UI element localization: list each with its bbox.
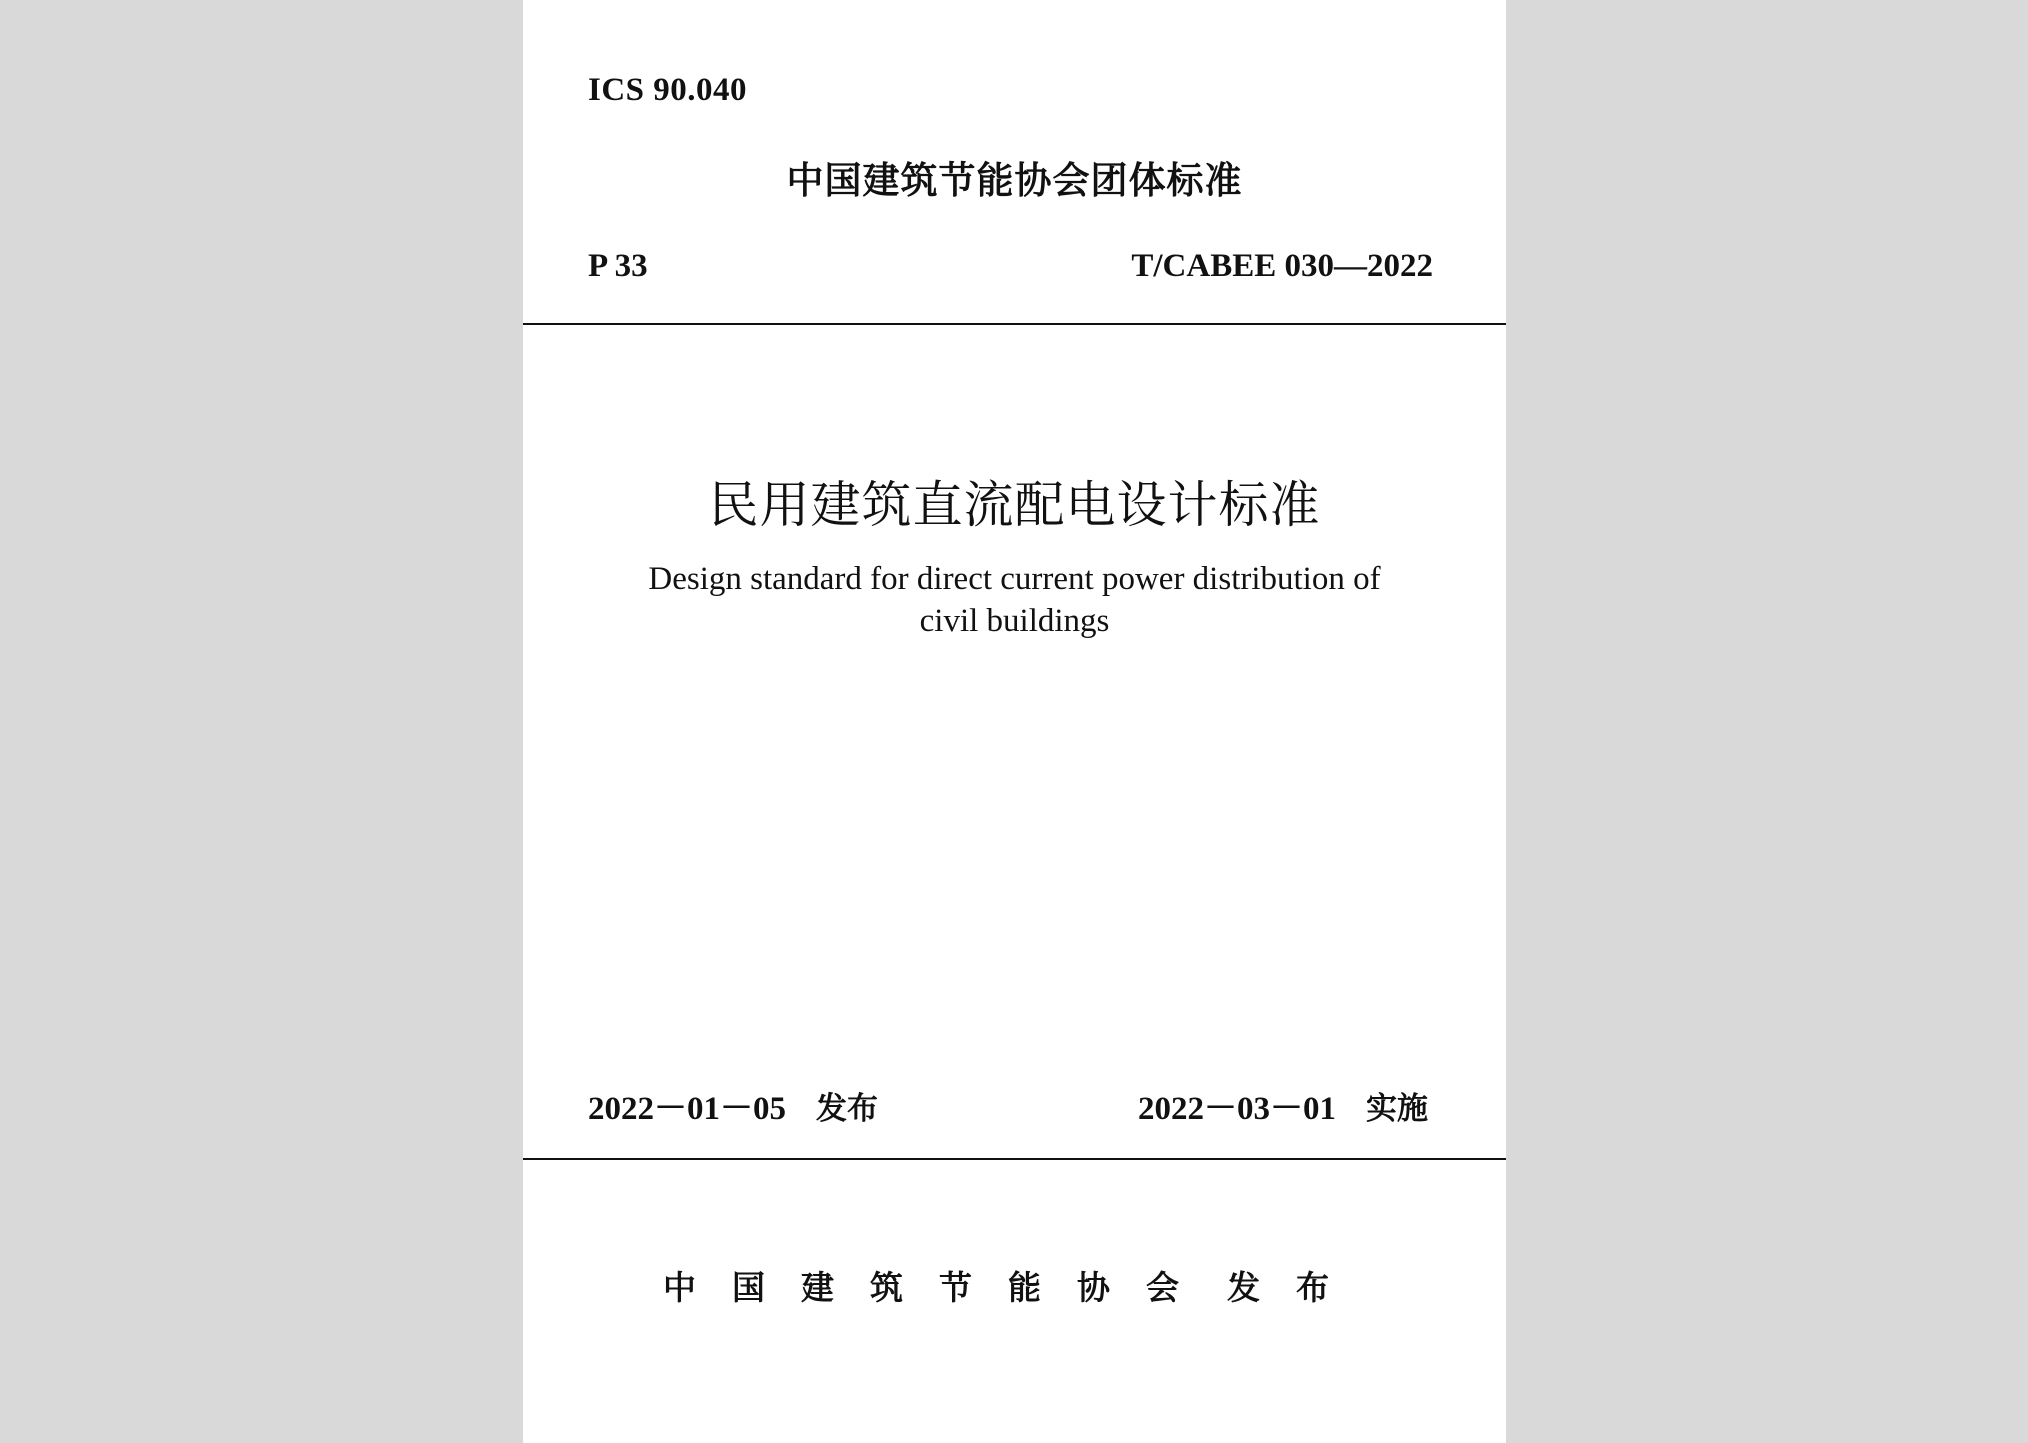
title-chinese: 民用建筑直流配电设计标准	[708, 476, 1321, 534]
title-english	[583, 558, 1446, 642]
document-page	[523, 0, 1506, 1443]
implementation-label: 实施	[1366, 1091, 1428, 1127]
publisher-line	[663, 1262, 1365, 1309]
issue-label: 发布	[816, 1091, 878, 1127]
top-divider	[523, 323, 1506, 325]
classification-code: P 33	[588, 248, 648, 284]
standard-number: T/CABEE 030—2022	[1131, 248, 1433, 284]
ics-code: ICS 90.040	[588, 72, 748, 108]
issue-date-block	[588, 1082, 878, 1129]
implementation-date: 2022－03－01	[1138, 1091, 1336, 1127]
bottom-divider	[523, 1158, 1506, 1160]
publisher-suffix: 发布	[1227, 1268, 1365, 1307]
title-english-line-2: civil buildings	[919, 603, 1110, 639]
organization-standard-header: 中国建筑节能协会团体标准	[786, 159, 1243, 202]
implementation-date-block	[1138, 1082, 1428, 1129]
publisher-name: 中国建筑节能协会	[663, 1268, 1215, 1307]
title-english-line-1: Design standard for direct current power distribution of	[648, 561, 1381, 597]
issue-date: 2022－01－05	[588, 1091, 786, 1127]
